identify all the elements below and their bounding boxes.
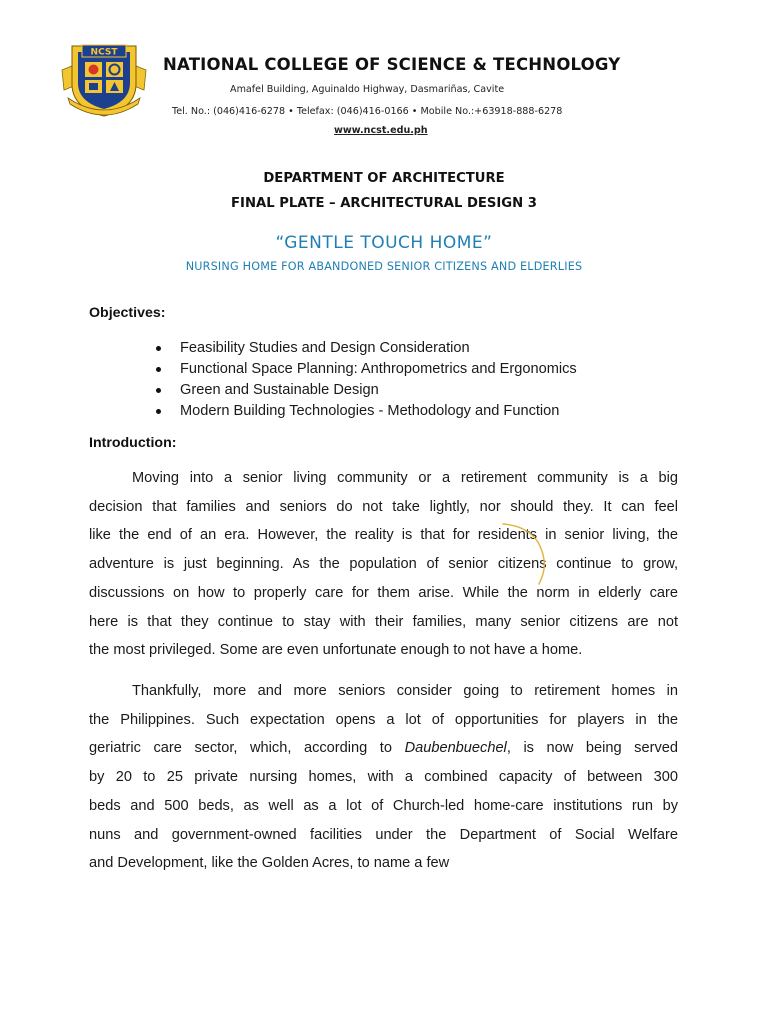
line-segment: , is now being served (506, 740, 678, 757)
list-item (156, 338, 577, 359)
institution-website-link[interactable]: www.ncst.edu.ph (334, 125, 428, 136)
paragraph-line: the Philippines. Such expectation opens a lot of opportunities for players in the (89, 711, 678, 728)
ncst-logo (58, 40, 150, 118)
bullet-icon (156, 409, 161, 414)
objective-text: Feasibility Studies and Design Consideration (180, 340, 470, 356)
bullet-icon (156, 346, 161, 351)
paragraph-line: adventure is just beginning. As the population of senior citizens continue to grow, (89, 556, 678, 573)
institution-address: Amafel Building, Aguinaldo Highway, Dasmariñas, Cavite (230, 84, 505, 95)
author-name: Daubenbuechel (404, 740, 507, 757)
institution-name: NATIONAL COLLEGE OF SCIENCE & TECHNOLOGY (163, 55, 621, 74)
objective-text: Functional Space Planning: Anthropometrics and Ergonomics (180, 361, 577, 377)
bullet-icon (156, 367, 161, 372)
logo-text: NCST (90, 47, 118, 58)
introduction-heading: Introduction: (89, 435, 177, 451)
objective-text: Green and Sustainable Design (180, 382, 379, 398)
department-title: DEPARTMENT OF ARCHITECTURE (263, 171, 505, 186)
objective-text: Modern Building Technologies - Methodology and Function (180, 403, 560, 419)
paragraph-line: like the end of an era. However, the reality is that for residents in senior living, the (89, 527, 678, 544)
introduction-paragraph-2 (89, 677, 678, 878)
bullet-icon (156, 388, 161, 393)
institution-contact: Tel. No.: (046)416-6278 • Telefax: (046)416-0166 • Mobile No.:+63918-888-6278 (172, 106, 563, 117)
plate-title: FINAL PLATE – ARCHITECTURAL DESIGN 3 (231, 196, 537, 211)
paragraph-line: and Development, like the Golden Acres, to name a few (89, 855, 450, 872)
list-item (156, 380, 577, 401)
paragraph-line: Thankfully, more and more seniors consider going to retirement homes in (132, 683, 678, 699)
paragraph-line: the most privileged. Some are even unfortunate enough to not have a home. (89, 642, 583, 659)
objectives-heading: Objectives: (89, 305, 166, 321)
introduction-paragraph-1 (89, 464, 678, 665)
paragraph-line: here is that they continue to stay with their families, many senior citizens are not (89, 613, 678, 630)
paragraph-line: by 20 to 25 private nursing homes, with a combined capacity of between 300 (89, 769, 678, 786)
paragraph-line: beds and 500 beds, as well as a lot of Church-led home-care institutions run by (89, 797, 678, 814)
objectives-list (156, 338, 577, 422)
project-title: “GENTLE TOUCH HOME” (275, 233, 493, 253)
project-subtitle: NURSING HOME FOR ABANDONED SENIOR CITIZENS AND ELDERLIES (185, 260, 583, 273)
line-segment: geriatric care sector, which, according to (89, 740, 405, 757)
paragraph-line: decision that families and seniors do not take lightly, nor should they. It can feel (89, 498, 678, 515)
paragraph-line (89, 734, 678, 763)
list-item (156, 401, 577, 422)
list-item (156, 359, 577, 380)
paragraph-line: nuns and government-owned facilities under the Department of Social Welfare (89, 826, 678, 843)
paragraph-line: discussions on how to properly care for them arise. While the norm in elderly care (89, 584, 678, 601)
paragraph-line: Moving into a senior living community or a retirement community is a big (132, 470, 678, 486)
